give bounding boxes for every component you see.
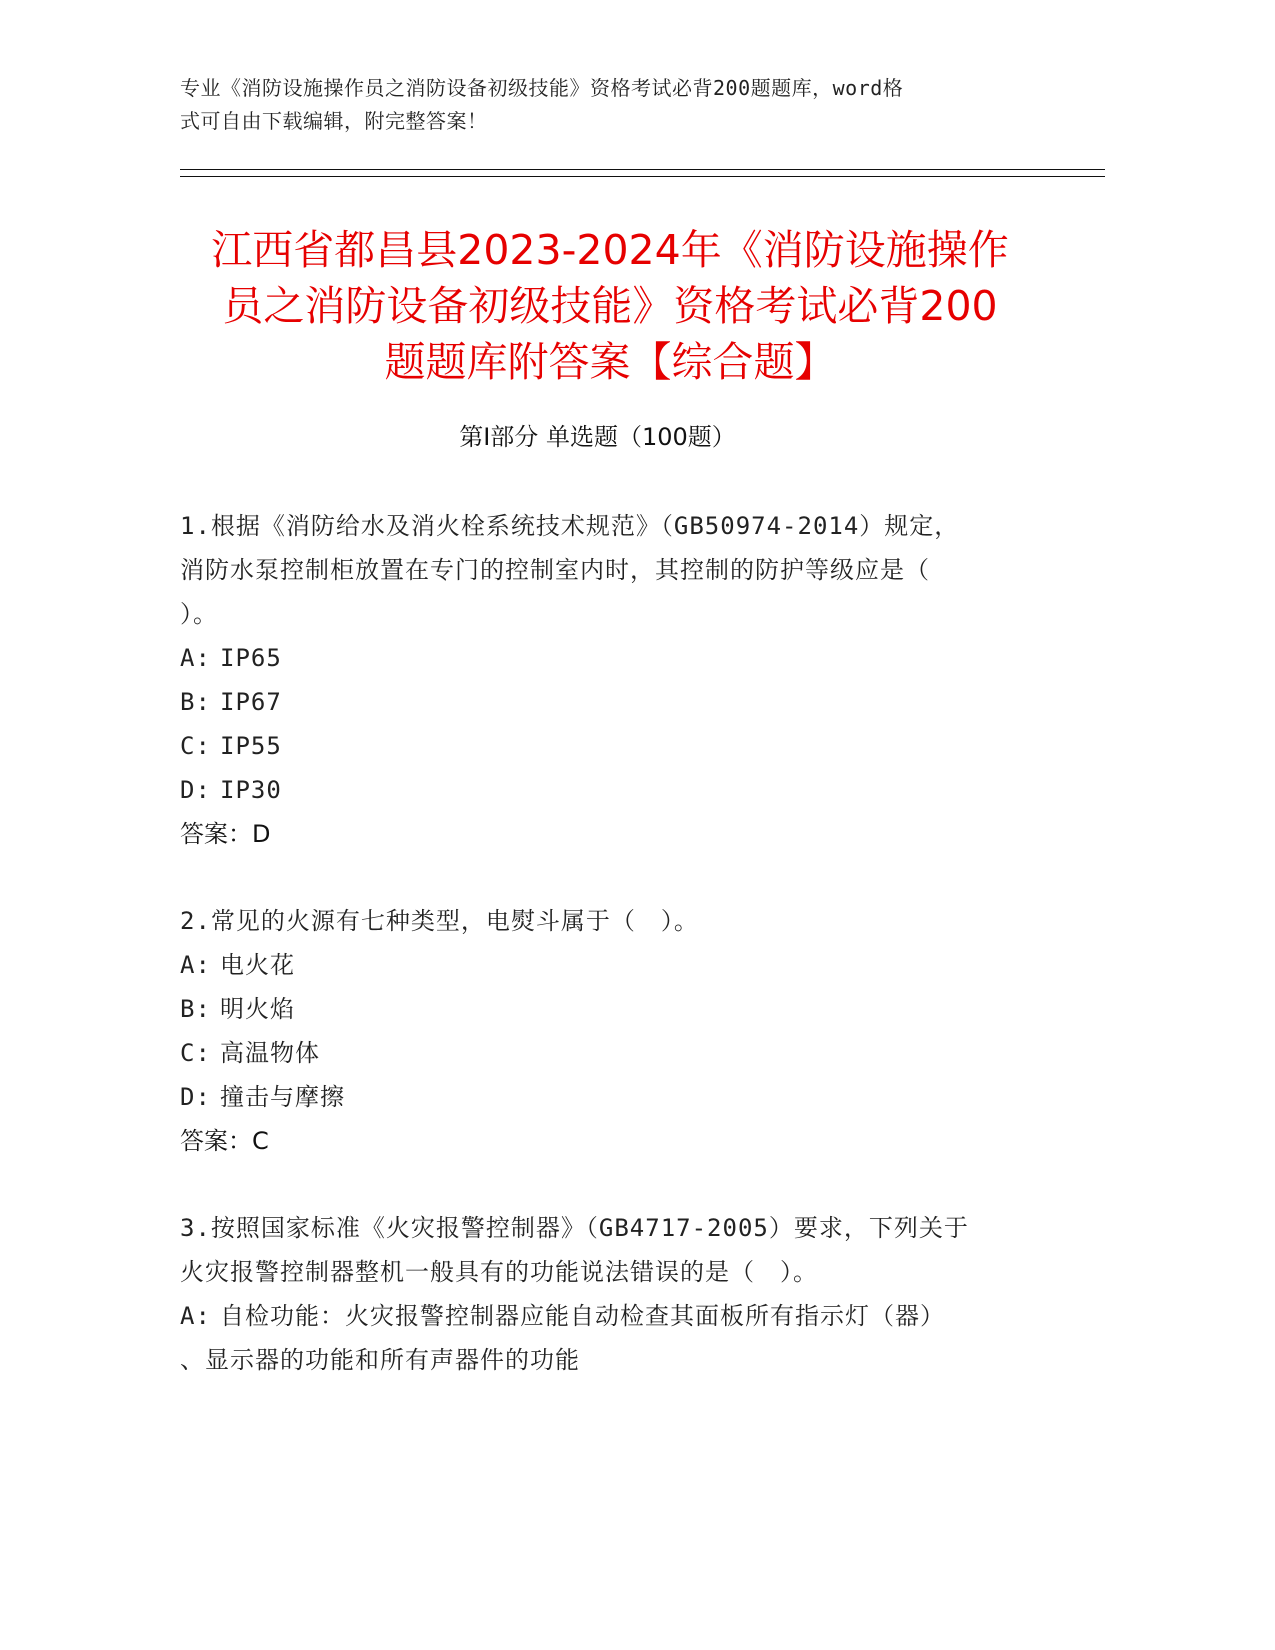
title-line: 江西省都昌县2023-2024年《消防设施操作 bbox=[211, 226, 1009, 274]
option-text: IP30 bbox=[220, 776, 282, 804]
option-a bbox=[180, 636, 1040, 680]
question-text: ）。 bbox=[180, 600, 218, 628]
option-c bbox=[180, 1031, 1040, 1075]
header-note-line: 专业《消防设施操作员之消防设备初级技能》资格考试必背200题题库，word格 bbox=[180, 76, 904, 100]
option-text: 自检功能：火灾报警控制器应能自动检查其面板所有指示灯（器） bbox=[220, 1302, 945, 1330]
question-item bbox=[180, 1206, 1040, 1382]
option-key: C: bbox=[180, 732, 211, 760]
answer-line: 答案：D bbox=[180, 820, 271, 848]
question-item bbox=[180, 504, 1040, 856]
option-text: 撞击与摩擦 bbox=[220, 1083, 345, 1111]
option-key: A: bbox=[180, 644, 211, 672]
header-divider bbox=[180, 169, 1105, 170]
option-d bbox=[180, 768, 1040, 812]
title-line: 员之消防设备初级技能》资格考试必背200 bbox=[222, 282, 998, 330]
option-key: A: bbox=[180, 951, 211, 979]
option-text: IP55 bbox=[220, 732, 282, 760]
option-text: IP67 bbox=[220, 688, 282, 716]
option-text: 高温物体 bbox=[220, 1039, 320, 1067]
question-text: 消防水泵控制柜放置在专门的控制室内时，其控制的防护等级应是（ bbox=[180, 556, 930, 584]
option-key: D: bbox=[180, 1083, 211, 1111]
question-text: 2.常见的火源有七种类型，电熨斗属于（ ）。 bbox=[180, 907, 699, 935]
question-text: 1.根据《消防给水及消火栓系统技术规范》（GB50974-2014）规定， bbox=[180, 512, 960, 540]
question-text: 3.按照国家标准《火灾报警控制器》（GB4717-2005）要求，下列关于 bbox=[180, 1214, 969, 1242]
option-key: D: bbox=[180, 776, 211, 804]
option-c bbox=[180, 724, 1040, 768]
title-line: 题题库附答案【综合题】 bbox=[384, 338, 836, 386]
option-continuation: 、显示器的功能和所有声器件的功能 bbox=[180, 1346, 580, 1374]
option-b bbox=[180, 680, 1040, 724]
option-key: C: bbox=[180, 1039, 211, 1067]
question-list bbox=[180, 504, 1040, 1425]
option-text: 明火焰 bbox=[220, 995, 295, 1023]
option-key: B: bbox=[180, 688, 211, 716]
option-text: 电火花 bbox=[220, 951, 295, 979]
option-a bbox=[180, 1294, 1040, 1338]
option-key: B: bbox=[180, 995, 211, 1023]
header-divider bbox=[180, 176, 1105, 177]
option-a bbox=[180, 943, 1040, 987]
header-note-line: 式可自由下载编辑，附完整答案！ bbox=[180, 109, 488, 133]
option-text: IP65 bbox=[220, 644, 282, 672]
option-d bbox=[180, 1075, 1040, 1119]
option-b bbox=[180, 987, 1040, 1031]
header-note bbox=[180, 72, 1040, 138]
section-title: 第Ⅰ部分 单选题（100题） bbox=[459, 423, 736, 451]
answer-line: 答案：C bbox=[180, 1127, 269, 1155]
question-item bbox=[180, 899, 1040, 1163]
option-key: A: bbox=[180, 1302, 211, 1330]
document-title bbox=[160, 222, 1060, 390]
question-text: 火灾报警控制器整机一般具有的功能说法错误的是（ ）。 bbox=[180, 1258, 818, 1286]
